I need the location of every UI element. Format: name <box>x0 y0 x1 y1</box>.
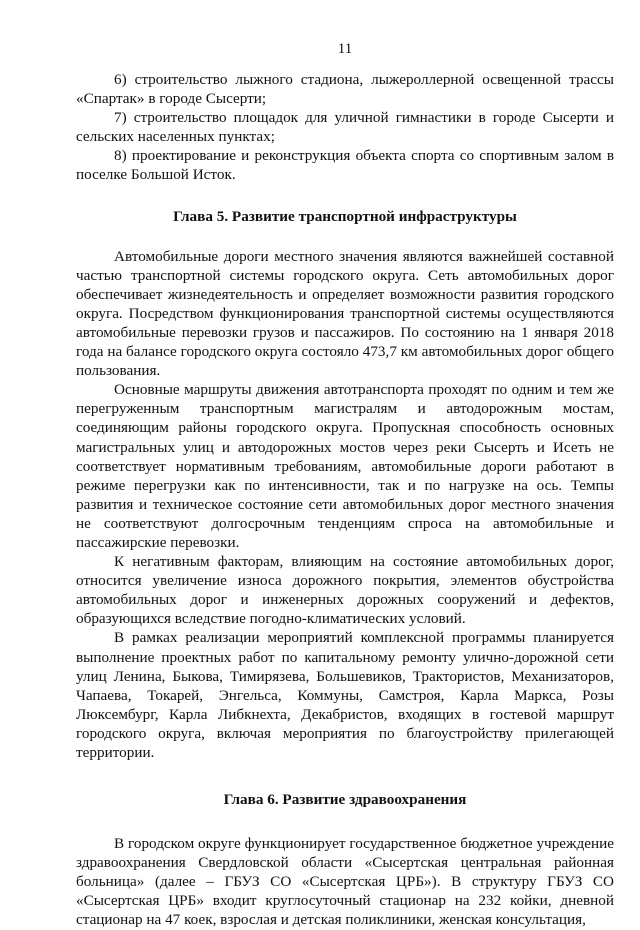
list-item: 8) проектирование и реконструкция объекта спорта со спортивным залом в поселке Большой Исток. <box>76 147 614 184</box>
paragraph: Основные маршруты движения автотранспорта проходят по одним и тем же перегруженным транспортным магистралям и автодорожным мостам, соединяющим районы городского округа. Пропускная способность основных магистральных улиц и автодорожных мостов через реки Сысерть и Исеть не соответствует нормативным требованиям, автомобильные дороги работают в режиме перегрузки как по интенсивности, так и по нагрузке на ось. Темпы развития и техническое состояние сети автомобильных дорог местного значения не соответствуют долгосрочным тенденциям спроса на автомобильные и пассажирские перевозки. <box>76 381 614 551</box>
list-item: 7) строительство площадок для уличной гимнастики в городе Сысерти и сельских населенных пунктах; <box>76 109 614 146</box>
paragraph: В городском округе функционирует государственное бюджетное учреждение здравоохранения Свердловской области «Сысертская центральная районная больница» (далее – ГБУЗ СО «Сысертская ЦРБ»). В структуру ГБУЗ СО «Сысертская ЦРБ» входит круглосуточный стационар на 232 койки, дневной стационар на 47 коек, взрослая и детская поликлиники, женская консультация, <box>76 835 614 929</box>
chapter-6-heading: Глава 6. Развитие здравоохранения <box>223 791 467 809</box>
page-number: 11 <box>337 41 353 57</box>
list-item: 6) строительство лыжного стадиона, лыжероллерной освещенной трассы «Спартак» в городе Сысерти; <box>76 71 614 108</box>
paragraph: Автомобильные дороги местного значения являются важнейшей составной частью транспортной системы городского округа. Сеть автомобильных дорог обеспечивает жизнедеятельность и определяет возможности развития городского округа. Посредством функционирования транспортной системы осуществляются автомобильные перевозки грузов и пассажиров. По состоянию на 1 января 2018 года на балансе городского округа состояло 473,7 км автомобильных дорог общего пользования. <box>76 247 614 380</box>
paragraph: В рамках реализации мероприятий комплексной программы планируется выполнение проектных работ по капитальному ремонту улично-дорожной сети улиц Ленина, Быкова, Тимирязева, Большевиков, Трактористов, Механизаторов, Чапаева, Токарей, Энгельса, Коммуны, Самстроя, Карла Маркса, Розы Люксембург, Карла Либкнехта, Декабристов, входящих в гостевой маршрут городского округа, включая мероприятия по благоустройству прилегающей территории. <box>76 629 614 761</box>
paragraph: К негативным факторам, влияющим на состояние автомобильных дорог, относится увеличение износа дорожного покрытия, элементов обустройства автомобильных дорог и инженерных дорожных сооружений и дефектов, образующихся вследствие погодно-климатических условий. <box>76 553 614 628</box>
chapter-5-heading: Глава 5. Развитие транспортной инфраструктуры <box>173 207 517 225</box>
